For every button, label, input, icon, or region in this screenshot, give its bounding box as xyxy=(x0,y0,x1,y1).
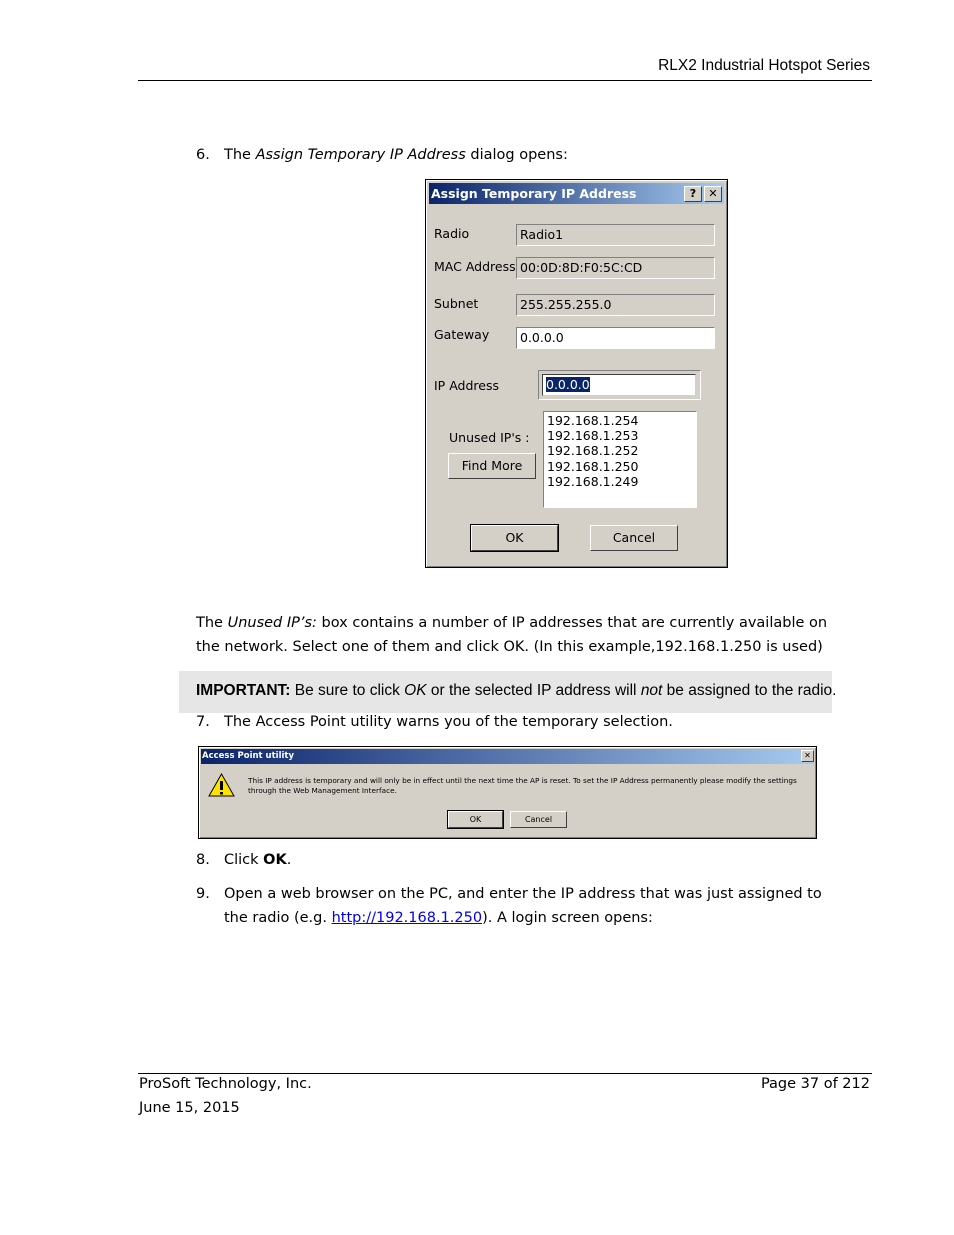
para-line1-post: box contains a number of IP addresses that are currently available on xyxy=(316,615,828,631)
warning-message xyxy=(248,776,797,796)
step-6-pre: The xyxy=(224,147,256,163)
assign-ip-titlebar xyxy=(429,183,724,204)
para-em: Unused IP’s: xyxy=(227,615,317,631)
example-url-link[interactable]: http://192.168.1.250 xyxy=(331,910,483,926)
important-em1: OK xyxy=(404,682,427,699)
unused-ips-paragraph xyxy=(196,611,836,659)
access-point-titlebar xyxy=(201,749,814,764)
unused-ips-list[interactable] xyxy=(543,411,697,508)
step-9-line-1: Open a web browser on the PC, and enter the IP address that was just assigned to xyxy=(224,886,822,902)
mac-field: 00:0D:8D:F0:5C:CD xyxy=(516,257,715,279)
important-t2: or the selected IP address will xyxy=(426,682,641,699)
assign-ip-title: Assign Temporary IP Address xyxy=(431,186,637,201)
important-label: IMPORTANT: xyxy=(196,682,291,699)
unused-ips-label: Unused IP's : xyxy=(449,430,530,445)
important-note-text xyxy=(196,682,836,700)
list-item[interactable]: 192.168.1.254 xyxy=(547,413,639,428)
gateway-label: Gateway xyxy=(434,327,490,342)
header-rule xyxy=(138,80,872,81)
footer-page-number: Page 37 of 212 xyxy=(760,1076,870,1092)
access-point-dialog xyxy=(198,746,817,839)
paragraph-line-1 xyxy=(196,611,836,635)
help-button[interactable]: ? xyxy=(684,186,702,202)
subnet-field: 255.255.255.0 xyxy=(516,294,715,316)
mac-label: MAC Address xyxy=(434,259,516,274)
step-9-line-2 xyxy=(224,906,822,930)
step-6-text xyxy=(224,143,568,167)
important-t3: be assigned to the radio. xyxy=(662,682,837,699)
footer-company: ProSoft Technology, Inc. xyxy=(139,1076,312,1092)
warning-line-2: through the Web Management Interface. xyxy=(248,786,397,795)
find-more-button[interactable]: Find More xyxy=(448,453,536,479)
close-button[interactable]: ✕ xyxy=(801,750,814,762)
list-item[interactable]: 192.168.1.252 xyxy=(547,443,639,459)
gateway-field[interactable]: 0.0.0.0 xyxy=(516,327,715,349)
step-6-post: dialog opens: xyxy=(465,147,568,163)
assign-ip-dialog xyxy=(425,179,728,568)
step-6-number: 6. xyxy=(196,147,210,163)
subnet-label: Subnet xyxy=(434,296,479,311)
step-6-em: Assign Temporary IP Address xyxy=(255,147,466,163)
step-9-line2-pre: the radio (e.g. xyxy=(224,910,332,926)
warning-line-1: This IP address is temporary and will only be in effect until the next time the AP is reset. To set the IP Address permanently please modify the settings xyxy=(248,776,797,785)
step-9-number: 9. xyxy=(196,886,210,902)
ok-button[interactable]: OK xyxy=(471,525,558,551)
cancel-button[interactable]: Cancel xyxy=(510,811,567,828)
ok-button[interactable]: OK xyxy=(448,811,503,828)
step-8-pre: Click xyxy=(224,852,264,868)
paragraph-line-2: the network. Select one of them and click OK. (In this example,192.168.1.250 is used) xyxy=(196,639,823,655)
step-8-number: 8. xyxy=(196,852,210,868)
important-t1: Be sure to click xyxy=(290,682,405,699)
step-7-text: The Access Point utility warns you of the temporary selection. xyxy=(224,714,673,730)
ip-address-frame xyxy=(538,370,701,400)
step-8-text xyxy=(224,848,291,872)
important-em2: not xyxy=(640,682,663,699)
ip-address-selection: 0.0.0.0 xyxy=(546,377,590,392)
access-point-title: Access Point utility xyxy=(202,751,295,761)
step-9-line2-post: ). A login screen opens: xyxy=(482,910,653,926)
step-8-post: . xyxy=(286,852,292,868)
step-7-number: 7. xyxy=(196,714,210,730)
list-item[interactable]: 192.168.1.250 xyxy=(547,458,639,474)
radio-label: Radio xyxy=(434,226,470,241)
footer-rule xyxy=(138,1073,872,1074)
ip-address-input[interactable] xyxy=(542,374,696,396)
cancel-button[interactable]: Cancel xyxy=(590,525,678,551)
running-header: RLX2 Industrial Hotspot Series xyxy=(658,57,870,74)
radio-field: Radio1 xyxy=(516,224,715,246)
ip-address-label: IP Address xyxy=(434,378,499,393)
step-9-text xyxy=(224,882,822,930)
list-item[interactable]: 192.168.1.249 xyxy=(547,473,639,489)
footer-date: June 15, 2015 xyxy=(139,1100,240,1116)
warning-icon xyxy=(208,773,235,797)
close-button[interactable]: ✕ xyxy=(704,186,722,202)
para-pre: The xyxy=(196,615,228,631)
list-item[interactable]: 192.168.1.253 xyxy=(547,428,639,444)
step-8-bold: OK xyxy=(263,852,287,868)
